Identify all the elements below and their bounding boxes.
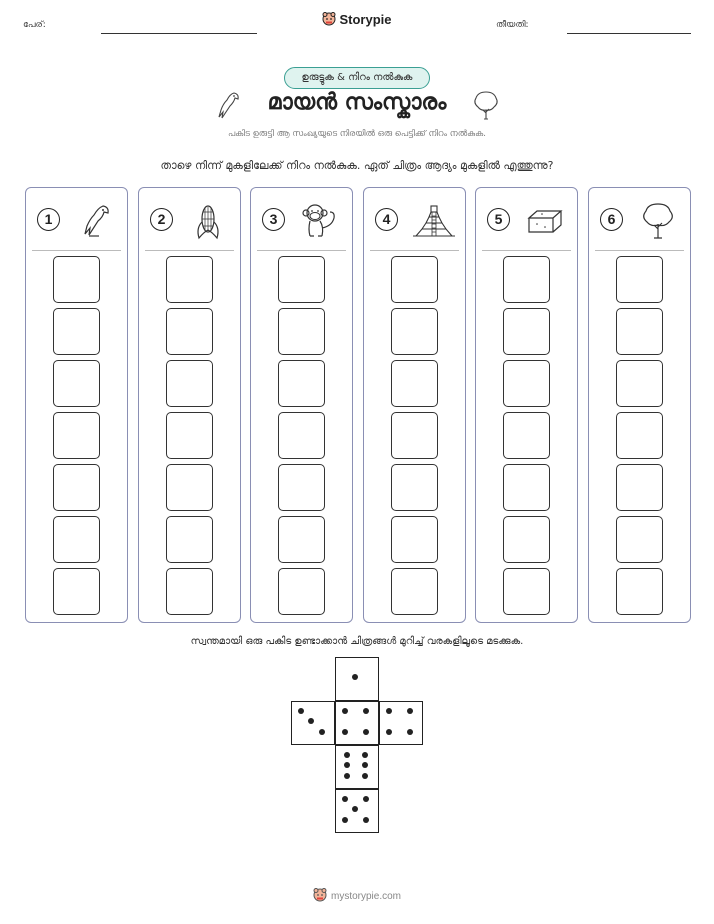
- color-box[interactable]: [53, 412, 100, 459]
- column-number: 5: [487, 208, 510, 231]
- parrot-icon: [75, 202, 115, 240]
- pip: [342, 708, 348, 714]
- color-box[interactable]: [166, 516, 213, 563]
- footer-url[interactable]: mystorypie.com: [330, 891, 401, 902]
- subtitle: പകിട ഉരുട്ടി ആ സംഖ്യയുടെ നിരയിൽ ഒരു പെട്ടിക്ക് നിറം നൽകുക.: [228, 129, 486, 139]
- pip: [362, 762, 368, 768]
- page-title: മായൻ സംസ്കാരം: [267, 90, 447, 115]
- color-box[interactable]: [503, 360, 550, 407]
- color-box[interactable]: [278, 308, 325, 355]
- color-box[interactable]: [503, 308, 550, 355]
- stone-block-icon: [525, 202, 565, 240]
- pip: [344, 773, 350, 779]
- color-box[interactable]: [391, 360, 438, 407]
- color-box[interactable]: [503, 516, 550, 563]
- color-box[interactable]: [166, 308, 213, 355]
- color-box[interactable]: [616, 360, 663, 407]
- color-box[interactable]: [278, 412, 325, 459]
- color-box[interactable]: [503, 568, 550, 615]
- column-number: 6: [600, 208, 623, 231]
- column-4: [363, 187, 466, 623]
- pip: [342, 817, 348, 823]
- column-6: [588, 187, 691, 623]
- color-box[interactable]: [616, 516, 663, 563]
- pip: [344, 762, 350, 768]
- pip: [363, 796, 369, 802]
- column-number: 3: [262, 208, 285, 231]
- color-box[interactable]: [166, 360, 213, 407]
- color-box[interactable]: [391, 308, 438, 355]
- color-box[interactable]: [503, 412, 550, 459]
- die-instruction: സ്വന്തമായി ഒരു പകിട ഉണ്ടാക്കാൻ ചിത്രങ്ങൾ മുറിച്ച് വരകളിലൂടെ മടക്കുക.: [190, 636, 524, 647]
- column-number: 4: [375, 208, 398, 231]
- pip: [319, 729, 325, 735]
- die-face-3[interactable]: [291, 701, 335, 745]
- color-box[interactable]: [391, 464, 438, 511]
- column-2: [138, 187, 241, 623]
- color-box[interactable]: [166, 412, 213, 459]
- color-box[interactable]: [616, 412, 663, 459]
- die-face-4[interactable]: [335, 701, 379, 745]
- pip: [363, 817, 369, 823]
- color-box[interactable]: [503, 256, 550, 303]
- color-box[interactable]: [53, 516, 100, 563]
- footer: [0, 888, 714, 902]
- color-box[interactable]: [391, 412, 438, 459]
- color-box[interactable]: [53, 464, 100, 511]
- pip: [362, 752, 368, 758]
- die-face-5[interactable]: [335, 789, 379, 833]
- color-box[interactable]: [391, 568, 438, 615]
- column-number: 1: [37, 208, 60, 231]
- pip: [342, 796, 348, 802]
- die-face-6[interactable]: [335, 745, 379, 789]
- storypie-logo-icon: [313, 888, 327, 902]
- pip: [342, 729, 348, 735]
- pip: [363, 729, 369, 735]
- color-box[interactable]: [278, 360, 325, 407]
- column-number: 2: [150, 208, 173, 231]
- color-box[interactable]: [616, 568, 663, 615]
- pip: [352, 806, 358, 812]
- name-label: പേര്:: [23, 20, 46, 30]
- pip: [362, 773, 368, 779]
- column-3: [250, 187, 353, 623]
- die-face-2[interactable]: [379, 701, 423, 745]
- tree-icon: [472, 89, 500, 121]
- date-label: തീയതി:: [496, 20, 529, 30]
- pyramid-icon: [411, 202, 457, 240]
- color-box[interactable]: [616, 464, 663, 511]
- pip: [363, 708, 369, 714]
- pip: [407, 729, 413, 735]
- brand-name: Storypie: [339, 12, 392, 27]
- color-box[interactable]: [278, 256, 325, 303]
- storypie-logo-icon: [322, 12, 336, 26]
- color-box[interactable]: [53, 568, 100, 615]
- brand: [0, 12, 714, 27]
- pip: [352, 674, 358, 680]
- color-box[interactable]: [53, 308, 100, 355]
- color-box[interactable]: [503, 464, 550, 511]
- color-box[interactable]: [391, 516, 438, 563]
- column-1: [25, 187, 128, 623]
- pip: [308, 718, 314, 724]
- color-box[interactable]: [278, 464, 325, 511]
- corn-icon: [188, 202, 228, 240]
- color-box[interactable]: [616, 256, 663, 303]
- pip: [407, 708, 413, 714]
- die-face-1[interactable]: [335, 657, 379, 701]
- column-5: [475, 187, 578, 623]
- color-box[interactable]: [616, 308, 663, 355]
- color-box[interactable]: [391, 256, 438, 303]
- pip: [386, 708, 392, 714]
- color-box[interactable]: [278, 568, 325, 615]
- instruction: താഴെ നിന്ന് മുകളിലേക്ക് നിറം നൽകുക. ഏത് ചിത്രം ആദ്യം മുകളിൽ എത്തുന്നു?: [160, 159, 554, 172]
- color-box[interactable]: [166, 256, 213, 303]
- tree-icon: [638, 202, 678, 240]
- color-box[interactable]: [166, 464, 213, 511]
- color-box[interactable]: [166, 568, 213, 615]
- activity-tag: ഉരുട്ടുക & നിറം നൽകുക: [284, 67, 430, 89]
- color-box[interactable]: [53, 256, 100, 303]
- name-line[interactable]: [101, 33, 257, 34]
- date-line[interactable]: [567, 33, 691, 34]
- pip: [386, 729, 392, 735]
- pip: [344, 752, 350, 758]
- pip: [298, 708, 304, 714]
- color-box[interactable]: [53, 360, 100, 407]
- monkey-icon: [300, 202, 340, 240]
- color-box[interactable]: [278, 516, 325, 563]
